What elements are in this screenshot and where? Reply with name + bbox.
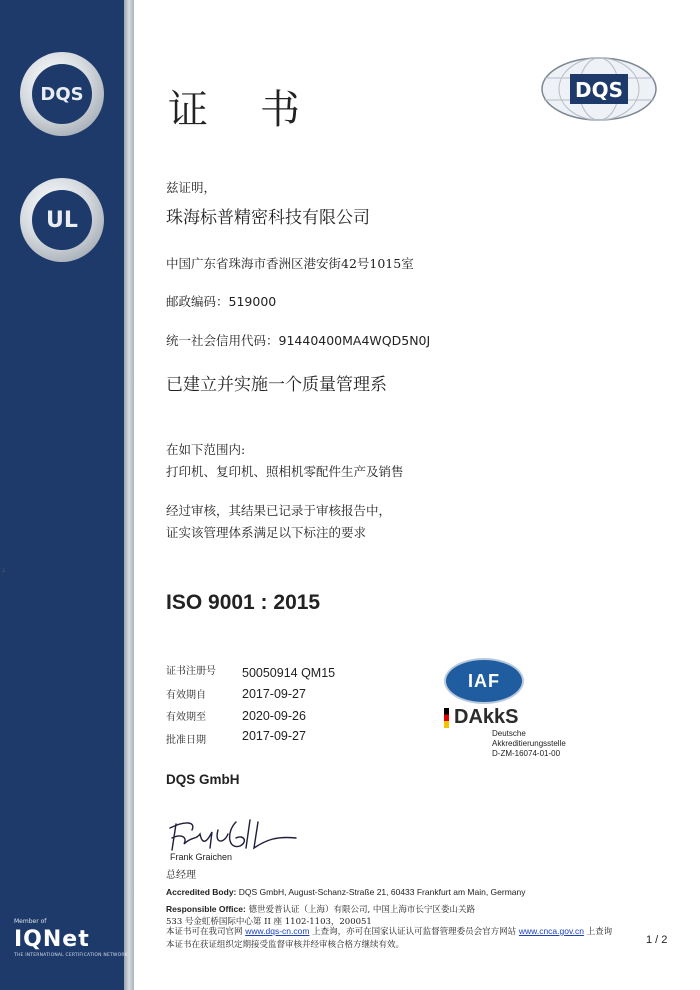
- iqnet-logo-text: IQNet: [14, 927, 90, 952]
- certify-text: 兹证明，: [166, 180, 217, 195]
- verify-text-c: 上查询: [586, 927, 613, 937]
- iso-standard: ISO 9001 : 2015: [166, 591, 321, 614]
- dakks-line-3: D-ZM-16074-01-00: [492, 749, 561, 758]
- ul-seal-text: UL: [32, 190, 92, 250]
- iqnet-logo: [14, 918, 128, 958]
- detail-value-valid-to: 2020-09-26: [242, 709, 306, 723]
- cnca-website-link[interactable]: www.cnca.gov.cn: [518, 926, 584, 936]
- responsible-office-address: 533 号金虹桥国际中心第 II 座 1102-1103，200051: [166, 917, 372, 927]
- detail-value-approval: 2017-09-27: [242, 729, 306, 743]
- scope-text: 打印机、复印机、照相机零配件生产及销售: [166, 464, 404, 479]
- iaf-mark-text: IAF: [468, 670, 500, 691]
- detail-label-reg-no: 证书注册号: [166, 666, 216, 677]
- german-flag-icon: [444, 708, 449, 728]
- credit-code-line: [166, 331, 430, 349]
- verify-text-b: 上查询，亦可在国家认证认可监督管理委员会官方网站: [312, 927, 517, 937]
- responsible-office-line: [166, 903, 475, 915]
- dqs-logo-text: DQS: [574, 78, 624, 102]
- iqnet-member-label: Member of: [14, 918, 47, 925]
- scope-label: 在如下范围内:: [166, 442, 246, 457]
- verify-line: [166, 925, 612, 937]
- dakks-logo: [444, 706, 566, 729]
- side-mark: 2: [2, 568, 6, 574]
- signer-name: Frank Graichen: [170, 852, 233, 862]
- accredited-body-label: Accredited Body:: [166, 887, 237, 897]
- credit-code-label: 统一社会信用代码：: [166, 333, 279, 348]
- dakks-line-2: Akkreditierungsstelle: [492, 739, 566, 748]
- page-title: 证书: [168, 87, 352, 133]
- accredited-body-line: [166, 887, 526, 897]
- postcode-value: 519000: [228, 294, 277, 309]
- signer-title: 总经理: [166, 870, 196, 881]
- audit-line-1: 经过审核，其结果已记录于审核报告中，: [166, 503, 392, 518]
- dqs-website-link[interactable]: www.dqs-cn.com: [245, 926, 310, 936]
- dqs-seal-text: DQS: [32, 64, 92, 124]
- detail-value-reg-no: 50050914 QM15: [242, 666, 336, 680]
- dakks-line-1: Deutsche: [492, 729, 526, 738]
- sidebar-band: [0, 0, 134, 990]
- detail-label-approval: 批准日期: [166, 735, 206, 746]
- accredited-body-text: DQS GmbH, August-Schanz-Straße 21, 60433 Frankfurt am Main, Germany: [238, 887, 526, 897]
- sidebar-stripe: [124, 0, 134, 990]
- dakks-mark: [444, 706, 566, 759]
- dqs-seal-icon: [20, 52, 104, 136]
- responsible-office-label: Responsible Office:: [166, 904, 246, 914]
- postcode-label: 邮政编码：: [166, 294, 229, 309]
- dakks-logo-text: DAkkS: [454, 706, 519, 728]
- company-name: 珠海标普精密科技有限公司: [166, 208, 370, 228]
- credit-code-value: 91440400MA4WQD5N0J: [278, 333, 431, 348]
- validity-note: 本证书在获证组织定期接受监督审核并经审核合格方继续有效。: [166, 940, 405, 950]
- ul-registered-firm-icon: [20, 178, 104, 262]
- detail-label-valid-to: 有效期至: [166, 712, 206, 723]
- company-address: 中国广东省珠海市香洲区港安街42号1015室: [166, 256, 414, 271]
- detail-value-valid-from: 2017-09-27: [242, 687, 306, 701]
- detail-label-valid-from: 有效期自: [166, 690, 206, 701]
- dqs-globe-logo-icon: [540, 56, 658, 122]
- iaf-mark-icon: [444, 658, 524, 704]
- responsible-office-text: 德世爱普认证（上海）有限公司, 中国上海市长宁区娄山关路: [248, 905, 475, 915]
- verify-text-a: 本证书可在我司官网: [166, 927, 243, 937]
- established-statement: 已建立并实施一个质量管理系: [166, 375, 387, 395]
- page-number: 1 / 2: [646, 934, 668, 946]
- issuer-company: DQS GmbH: [166, 772, 240, 787]
- iqnet-tagline: THE INTERNATIONAL CERTIFICATION NETWORK: [14, 953, 128, 958]
- audit-line-2: 证实该管理体系满足以下标注的要求: [166, 525, 367, 540]
- postcode-line: [166, 292, 276, 310]
- signature-icon: [166, 810, 306, 856]
